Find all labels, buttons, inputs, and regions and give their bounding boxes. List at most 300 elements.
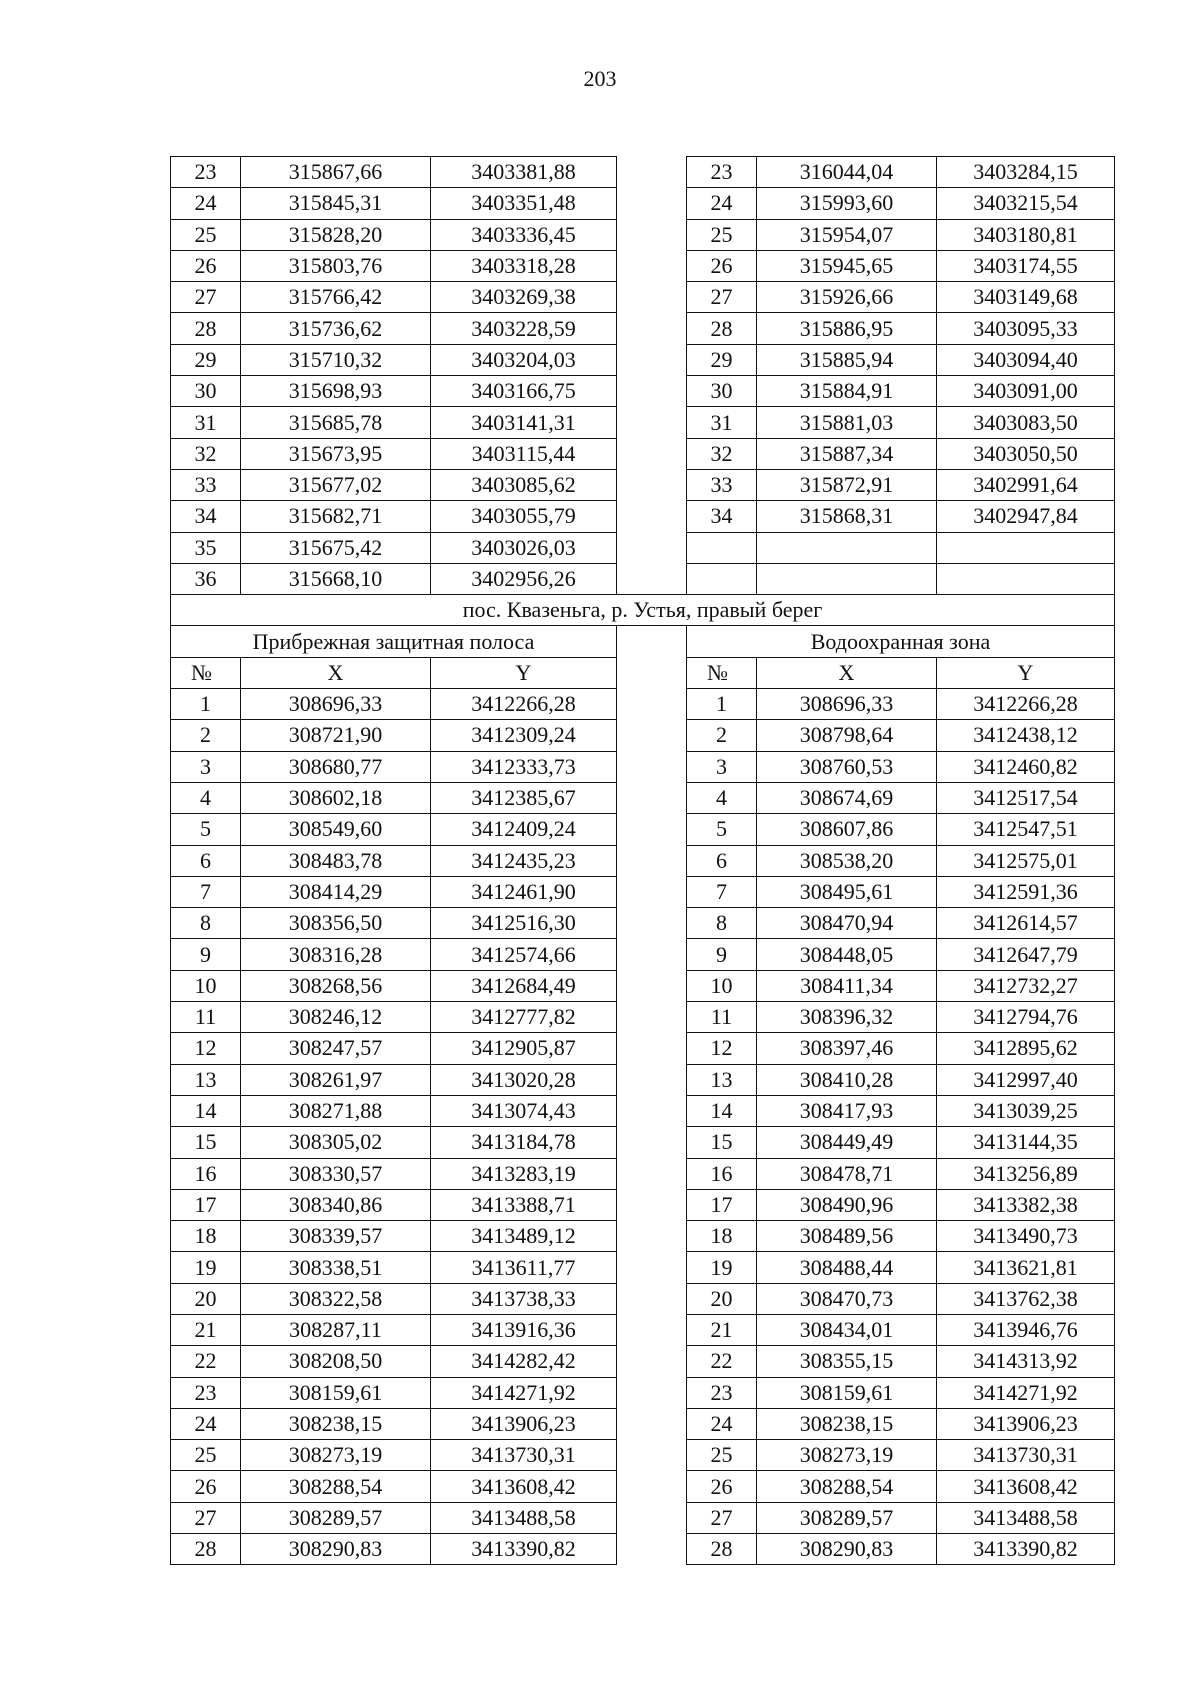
left-point-number-cell: 17 xyxy=(171,1189,241,1220)
table-row xyxy=(171,1408,1115,1439)
right-point-number-cell: 32 xyxy=(687,438,757,469)
left-x-coordinate-cell: 315685,78 xyxy=(241,407,431,438)
right-x-coordinate-cell: 308397,46 xyxy=(757,1033,937,1064)
right-x-coordinate-cell: 308760,53 xyxy=(757,751,937,782)
left-x-coordinate-cell: 308261,97 xyxy=(241,1064,431,1095)
left-y-coordinate-cell: 3413388,71 xyxy=(431,1189,617,1220)
right-y-coordinate-cell xyxy=(937,532,1115,563)
table-row xyxy=(171,376,1115,407)
left-point-number-cell: 1 xyxy=(171,689,241,720)
column-header-row xyxy=(171,657,1115,688)
left-y-coordinate-cell: 3412435,23 xyxy=(431,845,617,876)
gap-cell xyxy=(617,1095,687,1126)
right-y-coordinate-cell: 3403174,55 xyxy=(937,250,1115,281)
right-y-coordinate-cell: 3412517,54 xyxy=(937,782,1115,813)
right-x-coordinate-cell: 308607,86 xyxy=(757,814,937,845)
right-y-coordinate-cell: 3413390,82 xyxy=(937,1534,1115,1565)
right-point-number-cell: 20 xyxy=(687,1283,757,1314)
right-point-number-cell: 26 xyxy=(687,1471,757,1502)
right-point-number-cell: 4 xyxy=(687,782,757,813)
table-row xyxy=(171,188,1115,219)
left-point-number-cell: 36 xyxy=(171,563,241,594)
left-x-coordinate-cell: 308680,77 xyxy=(241,751,431,782)
table-row xyxy=(171,219,1115,250)
right-x-coordinate-cell: 315926,66 xyxy=(757,282,937,313)
right-point-number-cell: 24 xyxy=(687,188,757,219)
right-y-coordinate-cell: 3413946,76 xyxy=(937,1314,1115,1345)
right-x-coordinate-cell: 308238,15 xyxy=(757,1408,937,1439)
right-x-coordinate-cell: 308470,94 xyxy=(757,908,937,939)
right-point-number-cell: 11 xyxy=(687,1002,757,1033)
right-x-coordinate-cell: 308798,64 xyxy=(757,720,937,751)
gap-cell xyxy=(617,720,687,751)
col-header-no: № xyxy=(687,657,757,688)
right-x-coordinate-cell: 315881,03 xyxy=(757,407,937,438)
table-row xyxy=(171,1158,1115,1189)
gap-cell xyxy=(617,845,687,876)
left-point-number-cell: 33 xyxy=(171,469,241,500)
right-x-coordinate-cell: 308273,19 xyxy=(757,1440,937,1471)
right-x-coordinate-cell: 315884,91 xyxy=(757,376,937,407)
left-point-number-cell: 22 xyxy=(171,1346,241,1377)
left-x-coordinate-cell: 308340,86 xyxy=(241,1189,431,1220)
left-point-number-cell: 23 xyxy=(171,1377,241,1408)
left-y-coordinate-cell: 3413906,23 xyxy=(431,1408,617,1439)
gap-cell xyxy=(617,1002,687,1033)
right-y-coordinate-cell: 3402947,84 xyxy=(937,501,1115,532)
left-y-coordinate-cell: 3414271,92 xyxy=(431,1377,617,1408)
gap-cell xyxy=(617,751,687,782)
right-x-coordinate-cell: 315885,94 xyxy=(757,344,937,375)
table-row xyxy=(171,282,1115,313)
right-y-coordinate-cell: 3403149,68 xyxy=(937,282,1115,313)
right-point-number-cell: 28 xyxy=(687,1534,757,1565)
left-x-coordinate-cell: 315766,42 xyxy=(241,282,431,313)
left-x-coordinate-cell: 315828,20 xyxy=(241,219,431,250)
right-y-coordinate-cell: 3412794,76 xyxy=(937,1002,1115,1033)
left-y-coordinate-cell: 3412516,30 xyxy=(431,908,617,939)
left-y-coordinate-cell: 3413608,42 xyxy=(431,1471,617,1502)
right-y-coordinate-cell: 3412895,62 xyxy=(937,1033,1115,1064)
left-point-number-cell: 7 xyxy=(171,876,241,907)
right-point-number-cell: 9 xyxy=(687,939,757,970)
coordinates-table xyxy=(170,156,1115,1565)
left-x-coordinate-cell: 315736,62 xyxy=(241,313,431,344)
left-y-coordinate-cell: 3412409,24 xyxy=(431,814,617,845)
right-y-coordinate-cell: 3403215,54 xyxy=(937,188,1115,219)
right-x-coordinate-cell: 308495,61 xyxy=(757,876,937,907)
left-y-coordinate-cell: 3413611,77 xyxy=(431,1252,617,1283)
left-point-number-cell: 27 xyxy=(171,282,241,313)
left-y-coordinate-cell: 3412905,87 xyxy=(431,1033,617,1064)
right-y-coordinate-cell: 3403091,00 xyxy=(937,376,1115,407)
left-y-coordinate-cell: 3403228,59 xyxy=(431,313,617,344)
top-coordinates-section xyxy=(171,157,1115,595)
left-y-coordinate-cell: 3403381,88 xyxy=(431,157,617,188)
gap-cell xyxy=(617,250,687,281)
right-x-coordinate-cell: 315868,31 xyxy=(757,501,937,532)
right-point-number-cell: 30 xyxy=(687,376,757,407)
right-point-number-cell: 25 xyxy=(687,1440,757,1471)
gap-cell xyxy=(617,970,687,1001)
table-row xyxy=(171,469,1115,500)
right-point-number-cell: 3 xyxy=(687,751,757,782)
left-y-coordinate-cell: 3413738,33 xyxy=(431,1283,617,1314)
table-row xyxy=(171,845,1115,876)
table-row xyxy=(171,1471,1115,1502)
left-y-coordinate-cell: 3414282,42 xyxy=(431,1346,617,1377)
left-y-coordinate-cell: 3412684,49 xyxy=(431,970,617,1001)
right-point-number-cell: 27 xyxy=(687,1502,757,1533)
left-point-number-cell: 21 xyxy=(171,1314,241,1345)
table-row xyxy=(171,563,1115,594)
col-header-x: X xyxy=(241,657,431,688)
right-point-number-cell: 17 xyxy=(687,1189,757,1220)
left-x-coordinate-cell: 308290,83 xyxy=(241,1534,431,1565)
left-point-number-cell: 26 xyxy=(171,1471,241,1502)
left-x-coordinate-cell: 308246,12 xyxy=(241,1002,431,1033)
gap-cell xyxy=(617,1189,687,1220)
left-x-coordinate-cell: 308356,50 xyxy=(241,908,431,939)
right-point-number-cell: 25 xyxy=(687,219,757,250)
gap-cell xyxy=(617,376,687,407)
left-point-number-cell: 23 xyxy=(171,157,241,188)
left-x-coordinate-cell: 308305,02 xyxy=(241,1127,431,1158)
table-row xyxy=(171,814,1115,845)
right-y-coordinate-cell: 3403094,40 xyxy=(937,344,1115,375)
right-x-coordinate-cell: 316044,04 xyxy=(757,157,937,188)
table-row xyxy=(171,438,1115,469)
left-x-coordinate-cell: 308316,28 xyxy=(241,939,431,970)
right-point-number-cell xyxy=(687,532,757,563)
page-number: 203 xyxy=(583,66,617,91)
table-row xyxy=(171,1346,1115,1377)
right-point-number-cell: 23 xyxy=(687,157,757,188)
table-row xyxy=(171,1127,1115,1158)
right-y-coordinate-cell: 3414271,92 xyxy=(937,1377,1115,1408)
left-point-number-cell: 18 xyxy=(171,1221,241,1252)
left-y-coordinate-cell: 3402956,26 xyxy=(431,563,617,594)
table-row xyxy=(171,1314,1115,1345)
table-row xyxy=(171,1064,1115,1095)
left-point-number-cell: 11 xyxy=(171,1002,241,1033)
gap-cell xyxy=(617,1283,687,1314)
table-row xyxy=(171,1377,1115,1408)
right-point-number-cell: 5 xyxy=(687,814,757,845)
left-point-number-cell: 12 xyxy=(171,1033,241,1064)
right-y-coordinate-cell: 3412547,51 xyxy=(937,814,1115,845)
left-x-coordinate-cell: 308289,57 xyxy=(241,1502,431,1533)
gap-cell xyxy=(617,1033,687,1064)
table-row xyxy=(171,782,1115,813)
right-table-heading: Водоохранная зона xyxy=(687,626,1115,657)
table-row xyxy=(171,939,1115,970)
left-table-heading: Прибрежная защитная полоса xyxy=(171,626,617,657)
left-y-coordinate-cell: 3413488,58 xyxy=(431,1502,617,1533)
right-y-coordinate-cell: 3412732,27 xyxy=(937,970,1115,1001)
left-y-coordinate-cell: 3413730,31 xyxy=(431,1440,617,1471)
right-point-number-cell: 1 xyxy=(687,689,757,720)
gap-cell xyxy=(617,344,687,375)
gap-cell xyxy=(617,1127,687,1158)
right-x-coordinate-cell: 315993,60 xyxy=(757,188,937,219)
table-row xyxy=(171,751,1115,782)
gap-cell xyxy=(617,1471,687,1502)
gap-cell xyxy=(617,939,687,970)
right-point-number-cell: 8 xyxy=(687,908,757,939)
gap-cell xyxy=(617,876,687,907)
right-point-number-cell: 22 xyxy=(687,1346,757,1377)
left-point-number-cell: 14 xyxy=(171,1095,241,1126)
left-y-coordinate-cell: 3413020,28 xyxy=(431,1064,617,1095)
right-x-coordinate-cell: 308289,57 xyxy=(757,1502,937,1533)
left-x-coordinate-cell: 315845,31 xyxy=(241,188,431,219)
left-point-number-cell: 4 xyxy=(171,782,241,813)
table-row xyxy=(171,344,1115,375)
left-point-number-cell: 6 xyxy=(171,845,241,876)
left-y-coordinate-cell: 3412385,67 xyxy=(431,782,617,813)
gap-cell xyxy=(617,689,687,720)
right-point-number-cell: 2 xyxy=(687,720,757,751)
right-x-coordinate-cell: 315886,95 xyxy=(757,313,937,344)
table-row xyxy=(171,876,1115,907)
gap-cell xyxy=(617,219,687,250)
table-row xyxy=(171,250,1115,281)
left-x-coordinate-cell: 315677,02 xyxy=(241,469,431,500)
left-y-coordinate-cell: 3413184,78 xyxy=(431,1127,617,1158)
right-point-number-cell: 15 xyxy=(687,1127,757,1158)
gap-cell xyxy=(617,782,687,813)
left-y-coordinate-cell: 3403269,38 xyxy=(431,282,617,313)
left-x-coordinate-cell: 308247,57 xyxy=(241,1033,431,1064)
right-y-coordinate-cell: 3413382,38 xyxy=(937,1189,1115,1220)
right-y-coordinate-cell: 3412997,40 xyxy=(937,1064,1115,1095)
left-x-coordinate-cell: 315698,93 xyxy=(241,376,431,407)
left-y-coordinate-cell: 3412333,73 xyxy=(431,751,617,782)
right-x-coordinate-cell: 308490,96 xyxy=(757,1189,937,1220)
right-y-coordinate-cell: 3403284,15 xyxy=(937,157,1115,188)
right-x-coordinate-cell: 308410,28 xyxy=(757,1064,937,1095)
table-row xyxy=(171,689,1115,720)
left-point-number-cell: 30 xyxy=(171,376,241,407)
left-point-number-cell: 28 xyxy=(171,313,241,344)
table-row xyxy=(171,1283,1115,1314)
right-y-coordinate-cell xyxy=(937,563,1115,594)
left-x-coordinate-cell: 308330,57 xyxy=(241,1158,431,1189)
right-x-coordinate-cell: 308288,54 xyxy=(757,1471,937,1502)
left-point-number-cell: 35 xyxy=(171,532,241,563)
right-point-number-cell: 23 xyxy=(687,1377,757,1408)
right-point-number-cell: 6 xyxy=(687,845,757,876)
right-y-coordinate-cell: 3403050,50 xyxy=(937,438,1115,469)
gap-cell xyxy=(617,1221,687,1252)
left-x-coordinate-cell: 308238,15 xyxy=(241,1408,431,1439)
left-point-number-cell: 2 xyxy=(171,720,241,751)
left-x-coordinate-cell: 315803,76 xyxy=(241,250,431,281)
right-point-number-cell: 33 xyxy=(687,469,757,500)
left-x-coordinate-cell: 308288,54 xyxy=(241,1471,431,1502)
gap-cell xyxy=(617,1377,687,1408)
col-header-y: Y xyxy=(937,657,1115,688)
table-row xyxy=(171,970,1115,1001)
right-y-coordinate-cell: 3403095,33 xyxy=(937,313,1115,344)
right-point-number-cell: 13 xyxy=(687,1064,757,1095)
right-point-number-cell: 34 xyxy=(687,501,757,532)
gap-cell xyxy=(617,1158,687,1189)
right-point-number-cell: 28 xyxy=(687,313,757,344)
left-point-number-cell: 25 xyxy=(171,219,241,250)
left-point-number-cell: 29 xyxy=(171,344,241,375)
left-point-number-cell: 34 xyxy=(171,501,241,532)
right-point-number-cell: 10 xyxy=(687,970,757,1001)
left-x-coordinate-cell: 308322,58 xyxy=(241,1283,431,1314)
gap-cell xyxy=(617,563,687,594)
gap-cell xyxy=(617,657,687,688)
left-x-coordinate-cell: 315675,42 xyxy=(241,532,431,563)
right-x-coordinate-cell: 308538,20 xyxy=(757,845,937,876)
gap-cell xyxy=(617,814,687,845)
right-x-coordinate-cell xyxy=(757,563,937,594)
left-y-coordinate-cell: 3413489,12 xyxy=(431,1221,617,1252)
right-x-coordinate-cell xyxy=(757,532,937,563)
right-x-coordinate-cell: 308478,71 xyxy=(757,1158,937,1189)
left-point-number-cell: 16 xyxy=(171,1158,241,1189)
left-y-coordinate-cell: 3413074,43 xyxy=(431,1095,617,1126)
gap-cell xyxy=(617,438,687,469)
left-x-coordinate-cell: 308549,60 xyxy=(241,814,431,845)
right-y-coordinate-cell: 3413906,23 xyxy=(937,1408,1115,1439)
right-x-coordinate-cell: 308674,69 xyxy=(757,782,937,813)
left-point-number-cell: 26 xyxy=(171,250,241,281)
left-y-coordinate-cell: 3413283,19 xyxy=(431,1158,617,1189)
gap-cell xyxy=(617,532,687,563)
left-point-number-cell: 28 xyxy=(171,1534,241,1565)
gap-cell xyxy=(617,501,687,532)
right-x-coordinate-cell: 308449,49 xyxy=(757,1127,937,1158)
right-point-number-cell xyxy=(687,563,757,594)
left-x-coordinate-cell: 308721,90 xyxy=(241,720,431,751)
left-y-coordinate-cell: 3412777,82 xyxy=(431,1002,617,1033)
left-x-coordinate-cell: 315668,10 xyxy=(241,563,431,594)
left-x-coordinate-cell: 308414,29 xyxy=(241,876,431,907)
left-y-coordinate-cell: 3413916,36 xyxy=(431,1314,617,1345)
left-x-coordinate-cell: 315710,32 xyxy=(241,344,431,375)
left-x-coordinate-cell: 308208,50 xyxy=(241,1346,431,1377)
right-point-number-cell: 21 xyxy=(687,1314,757,1345)
left-y-coordinate-cell: 3403055,79 xyxy=(431,501,617,532)
table-row xyxy=(171,313,1115,344)
left-y-coordinate-cell: 3412461,90 xyxy=(431,876,617,907)
right-x-coordinate-cell: 315887,34 xyxy=(757,438,937,469)
gap-cell xyxy=(617,1314,687,1345)
right-y-coordinate-cell: 3412460,82 xyxy=(937,751,1115,782)
left-point-number-cell: 31 xyxy=(171,407,241,438)
right-y-coordinate-cell: 3412591,36 xyxy=(937,876,1115,907)
left-x-coordinate-cell: 308483,78 xyxy=(241,845,431,876)
left-point-number-cell: 24 xyxy=(171,188,241,219)
left-x-coordinate-cell: 315673,95 xyxy=(241,438,431,469)
right-x-coordinate-cell: 308396,32 xyxy=(757,1002,937,1033)
right-x-coordinate-cell: 308470,73 xyxy=(757,1283,937,1314)
left-y-coordinate-cell: 3403085,62 xyxy=(431,469,617,500)
gap-cell xyxy=(617,626,687,657)
right-x-coordinate-cell: 315954,07 xyxy=(757,219,937,250)
gap-cell xyxy=(617,407,687,438)
gap-cell xyxy=(617,469,687,500)
left-y-coordinate-cell: 3412309,24 xyxy=(431,720,617,751)
left-point-number-cell: 3 xyxy=(171,751,241,782)
right-y-coordinate-cell: 3412614,57 xyxy=(937,908,1115,939)
left-x-coordinate-cell: 308268,56 xyxy=(241,970,431,1001)
left-point-number-cell: 15 xyxy=(171,1127,241,1158)
right-point-number-cell: 29 xyxy=(687,344,757,375)
table-row xyxy=(171,407,1115,438)
table-row xyxy=(171,1221,1115,1252)
gap-cell xyxy=(617,282,687,313)
table-row xyxy=(171,720,1115,751)
right-y-coordinate-cell: 3413039,25 xyxy=(937,1095,1115,1126)
gap-cell xyxy=(617,157,687,188)
left-x-coordinate-cell: 308271,88 xyxy=(241,1095,431,1126)
table-row xyxy=(171,1095,1115,1126)
right-x-coordinate-cell: 308448,05 xyxy=(757,939,937,970)
left-y-coordinate-cell: 3403204,03 xyxy=(431,344,617,375)
right-x-coordinate-cell: 308434,01 xyxy=(757,1314,937,1345)
left-y-coordinate-cell: 3403166,75 xyxy=(431,376,617,407)
right-y-coordinate-cell: 3402991,64 xyxy=(937,469,1115,500)
right-y-coordinate-cell: 3413762,38 xyxy=(937,1283,1115,1314)
section-title-row xyxy=(171,595,1115,626)
right-y-coordinate-cell: 3413730,31 xyxy=(937,1440,1115,1471)
table-row xyxy=(171,157,1115,188)
left-x-coordinate-cell: 308602,18 xyxy=(241,782,431,813)
left-y-coordinate-cell: 3412266,28 xyxy=(431,689,617,720)
right-y-coordinate-cell: 3414313,92 xyxy=(937,1346,1115,1377)
heading-row xyxy=(171,626,1115,657)
left-point-number-cell: 10 xyxy=(171,970,241,1001)
right-y-coordinate-cell: 3412647,79 xyxy=(937,939,1115,970)
right-x-coordinate-cell: 308159,61 xyxy=(757,1377,937,1408)
left-point-number-cell: 24 xyxy=(171,1408,241,1439)
gap-cell xyxy=(617,908,687,939)
right-x-coordinate-cell: 308290,83 xyxy=(757,1534,937,1565)
left-y-coordinate-cell: 3403351,48 xyxy=(431,188,617,219)
table-row xyxy=(171,1534,1115,1565)
gap-cell xyxy=(617,1408,687,1439)
right-x-coordinate-cell: 308489,56 xyxy=(757,1221,937,1252)
right-y-coordinate-cell: 3403083,50 xyxy=(937,407,1115,438)
right-point-number-cell: 27 xyxy=(687,282,757,313)
right-y-coordinate-cell: 3412575,01 xyxy=(937,845,1115,876)
gap-cell xyxy=(617,1064,687,1095)
gap-cell xyxy=(617,1534,687,1565)
right-x-coordinate-cell: 315945,65 xyxy=(757,250,937,281)
table-row xyxy=(171,908,1115,939)
left-point-number-cell: 13 xyxy=(171,1064,241,1095)
right-point-number-cell: 16 xyxy=(687,1158,757,1189)
left-x-coordinate-cell: 308287,11 xyxy=(241,1314,431,1345)
table-row xyxy=(171,1252,1115,1283)
left-point-number-cell: 9 xyxy=(171,939,241,970)
col-header-no: № xyxy=(171,657,241,688)
section-header xyxy=(171,595,1115,689)
left-y-coordinate-cell: 3403115,44 xyxy=(431,438,617,469)
table-row xyxy=(171,532,1115,563)
left-point-number-cell: 32 xyxy=(171,438,241,469)
right-x-coordinate-cell: 308488,44 xyxy=(757,1252,937,1283)
right-point-number-cell: 12 xyxy=(687,1033,757,1064)
left-y-coordinate-cell: 3403141,31 xyxy=(431,407,617,438)
